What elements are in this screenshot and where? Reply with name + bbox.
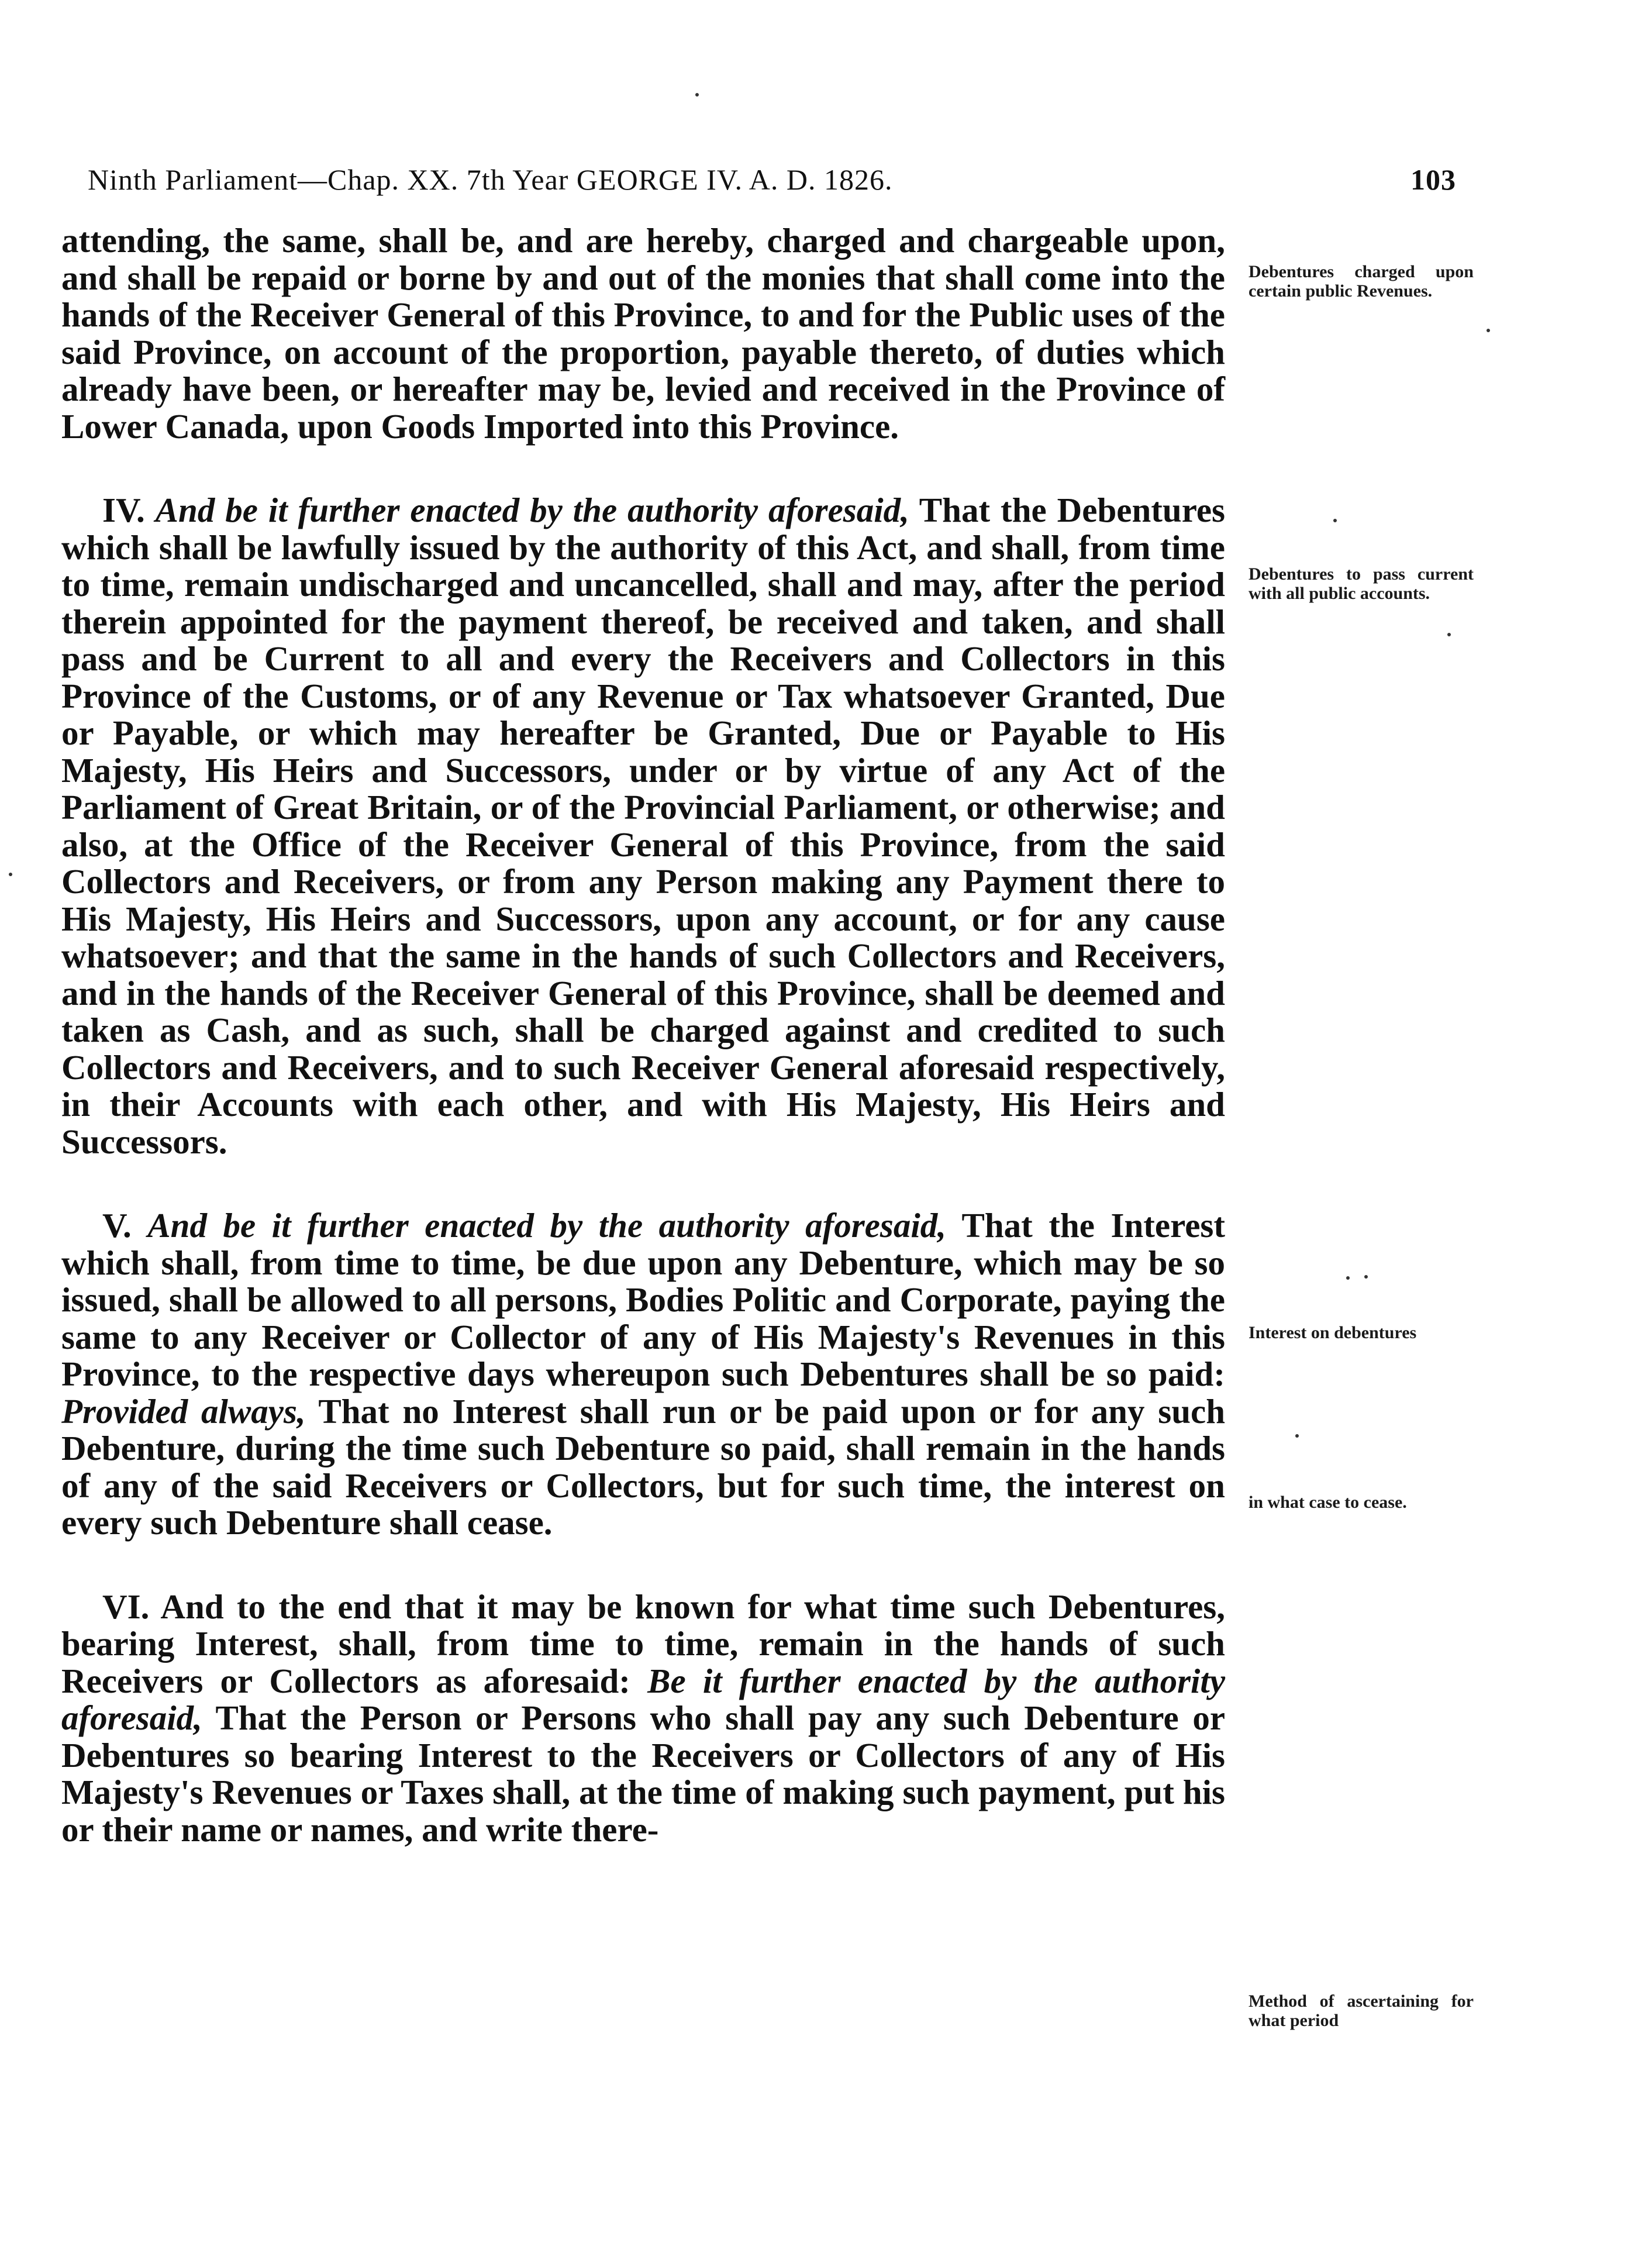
section-iv-number: IV. bbox=[102, 491, 145, 529]
section-vi-text-b: That the Person or Persons who shall pay any such Debenture or Debentures so bearing Interest to the Receivers or Collectors of any of His Majesty's Revenues or Taxes shall, at the time of making such payment, put his or their name or names, and write there- bbox=[61, 1698, 1226, 1849]
section-iv-text: That the Debentures which shall be lawfully issued by the authority of this Act, and shall, from time to time, remain undischarged and uncancelled, shall and may, after the period therein appointed for the payment thereof, be received and taken, and shall pass and be Current to all and every the Receivers and Collectors in this Province of the Customs, or of any Revenue or Tax whatsoever Granted, Due or Payable, or which may hereafter be Granted, Due or Payable to His Majesty, His Heirs and Successors, under or by virtue of any Act of the Parliament of Great Britain, or of the Provincial Parliament, or otherwise; and also, at the Office of the Receiver General of this Province, from the said Collectors and Receivers, or from any Person making any Payment there to His Majesty, His Heirs and Successors, upon any account, or for any cause whatsoever; and that the same in the hands of such Collectors and Receivers, and in the hands of the Receiver General of this Province, shall be deemed and taken as Cash, and as such, shall be charged against and credited to such Collectors and Receivers, and to such Receiver General aforesaid respectively, in their Accounts with each other, and with His Majesty, His Heirs and Successors. bbox=[61, 491, 1225, 1161]
section-v-text-b: That no Interest shall run or be paid upon or for any such Debenture, during the time such Debenture so paid, shall remain in the hands of any of the said Receivers or Collectors, but for such time, the interest on every such Debenture shall cease. bbox=[61, 1391, 1226, 1542]
speck bbox=[695, 93, 699, 97]
speck bbox=[1487, 329, 1490, 332]
speck bbox=[1333, 519, 1337, 522]
section-iv bbox=[61, 492, 1225, 1160]
section-continuation-text: attending, the same, shall be, and are hereby, charged and chargeable upon, and shall be repaid or borne by and out of the monies that shall come into the hands of the Receiver General of this Province, to and for the Public uses of the said Province, on account of the proportion, payable thereto, of duties which already have been, or hereafter may be, levied and received in the Province of Lower Canada, upon Goods Imported into this Province. bbox=[61, 221, 1225, 446]
margin-note-charged-revenues: Debentures charged upon certain public Revenues. bbox=[1249, 262, 1474, 301]
margin-note-current-accounts: Debentures to pass current with all public accounts. bbox=[1249, 564, 1474, 603]
section-iv-enacting-clause: And be it further enacted by the authority aforesaid, bbox=[155, 491, 909, 529]
section-v-text-a: That the Interest which shall, from time to time, be due upon any Debenture, which may be so issued, shall be allowed to all persons, Bodies Politic and Corporate, paying the same to any Receiver or Collector of any of His Majesty's Revenues in this Province, to the respective days whereupon such Debentures shall be so paid: bbox=[61, 1206, 1226, 1393]
speck bbox=[1295, 1434, 1299, 1438]
section-v-enacting-clause: And be it further enacted by the authority aforesaid, bbox=[147, 1206, 947, 1245]
body-text bbox=[61, 222, 1225, 1848]
margin-note-interest: Interest on debentures bbox=[1249, 1323, 1417, 1342]
running-header bbox=[88, 163, 1456, 204]
section-v-number: V. bbox=[102, 1206, 132, 1245]
speck bbox=[9, 873, 12, 876]
section-v bbox=[61, 1207, 1225, 1542]
page-number: 103 bbox=[1410, 163, 1456, 196]
section-v-proviso: Provided always, bbox=[61, 1391, 306, 1431]
speck bbox=[1346, 1276, 1350, 1280]
margin-note-cease: in what case to cease. bbox=[1249, 1493, 1407, 1512]
speck bbox=[1447, 633, 1451, 636]
section-continuation bbox=[61, 222, 1225, 445]
section-vi-number: VI. bbox=[102, 1587, 150, 1626]
speck bbox=[1364, 1275, 1368, 1279]
section-vi bbox=[61, 1589, 1225, 1849]
section-vi-enacting-clause: Be it further enacted by the authority aforesaid, bbox=[61, 1661, 1226, 1737]
running-title: Ninth Parliament—Chap. XX. 7th Year GEORGE IV. A. D. 1826. bbox=[88, 163, 893, 196]
section-vi-text-a: And to the end that it may be known for what time such Debentures, bearing Interest, shall, from time to time, remain in the hands of such Receivers or Collectors as aforesaid: bbox=[61, 1587, 1225, 1700]
margin-note-method: Method of ascertaining for what period bbox=[1249, 1992, 1474, 2030]
